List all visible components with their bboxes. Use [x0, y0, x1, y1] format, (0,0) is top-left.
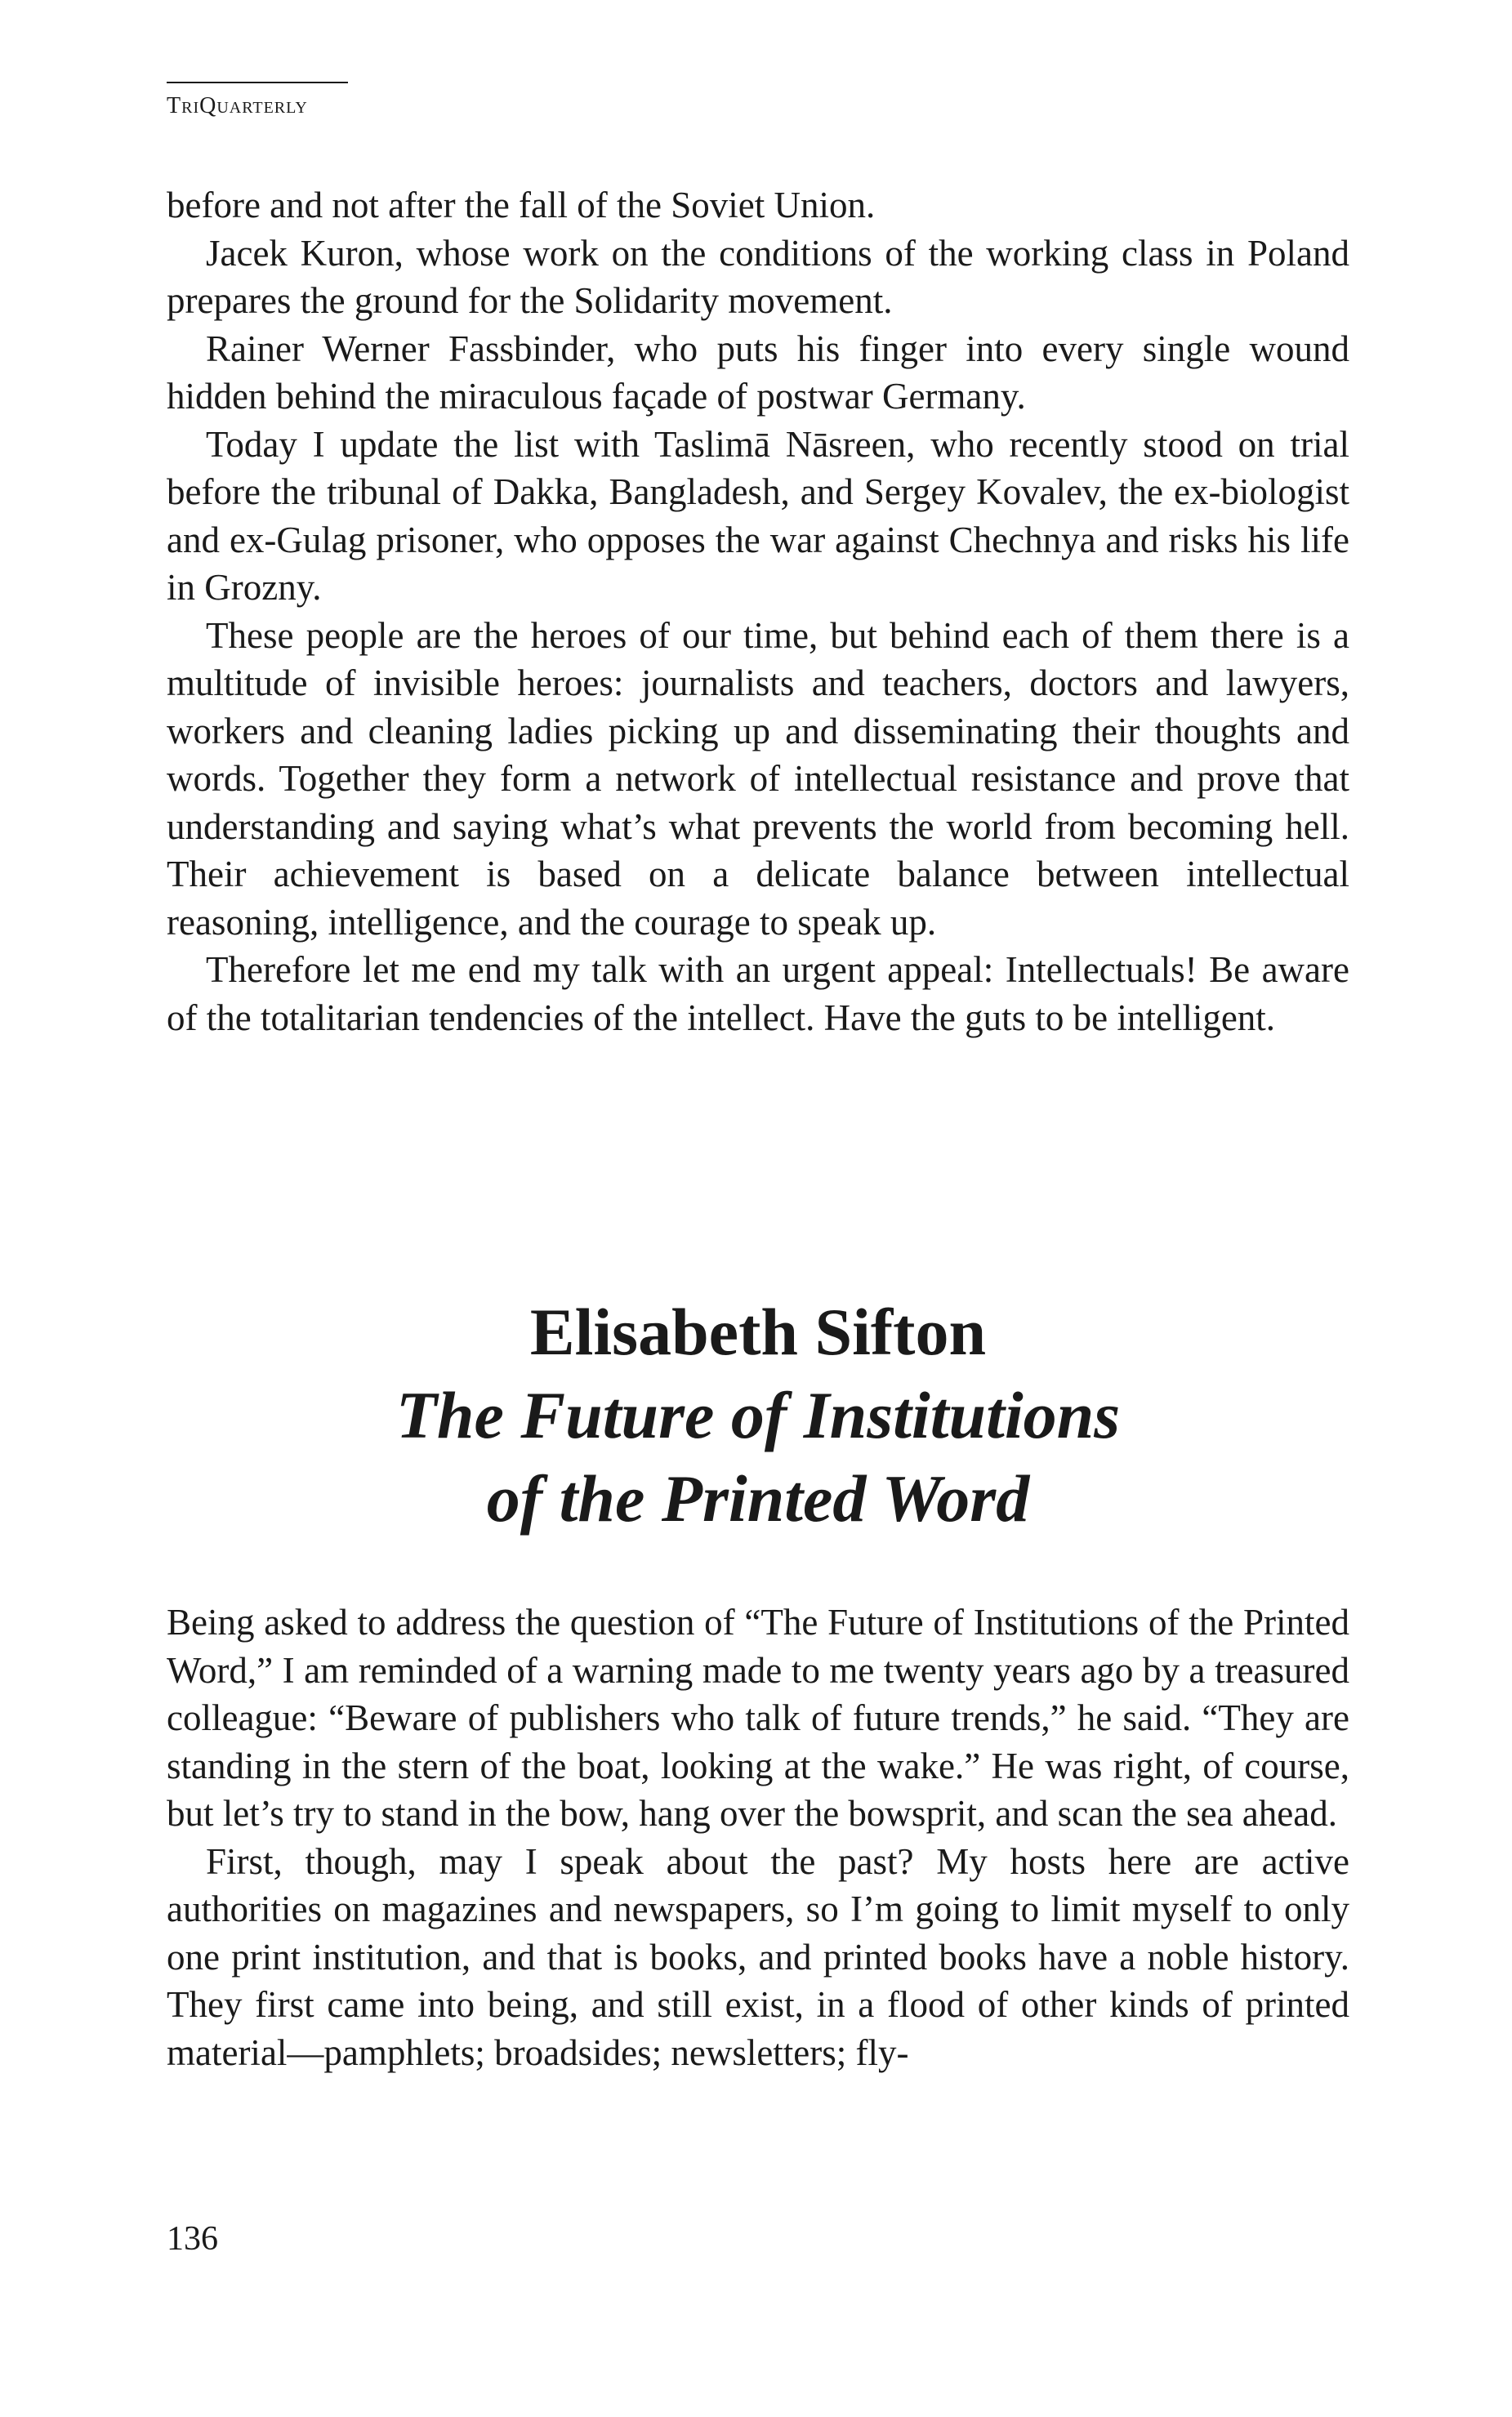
article-title-line-2: of the Printed Word: [486, 1461, 1030, 1536]
paragraph: Today I update the list with Taslimā Nāsreen, who recently stood on trial before the tribunal of Dakka, Bangladesh, and Sergey Kovalev, the ex-biologist and ex-Gulag prisoner, who opposes the war against Chechnya and risks his life in Grozny.: [167, 423, 1349, 608]
paragraph: Jacek Kuron, whose work on the conditions of the working class in Poland prepares the ground for the Solidarity movement.: [167, 232, 1349, 321]
running-head-rule: [167, 82, 348, 83]
paragraph: before and not after the fall of the Soviet Union.: [167, 185, 876, 225]
article-title-line-1: The Future of Institutions: [395, 1378, 1121, 1452]
page-number: 136: [167, 2220, 218, 2258]
running-head: [167, 82, 1359, 118]
paragraph: Therefore let me end my talk with an urgent appeal: Intellectuals! Be aware of the totalitarian tendencies of the intellect. Have the guts to be intelligent.: [167, 949, 1349, 1038]
article-heading: [167, 1291, 1349, 1541]
journal-title: TriQuarterly: [167, 93, 308, 118]
paragraph: These people are the heroes of our time, but behind each of them there is a multitude of invisible heroes: journalists and teachers, doctors and lawyers, workers and cleaning ladies picking up and disseminating their thoughts and words. Together they form a network of intellectual resistance and prove that understanding and saying what’s what prevents the world from becoming hell. Their achievement is based on a delicate balance between intellectual reasoning, intelligence, and the courage to speak up.: [167, 614, 1349, 943]
continued-text: [167, 181, 1349, 1041]
paragraph: Being asked to address the question of “The Future of Institutions of the Printed Word,” I am reminded of a warning made to me twenty years ago by a treasured colleague: “Beware of publishers who talk of future trends,” he said. “They are standing in the stern of the boat, looking at the wake.” He was right, of course, but let’s try to stand in the bow, hang over the bowsprit, and scan the sea ahead.: [167, 1602, 1349, 1834]
article-body: [167, 1599, 1349, 2076]
article-author: Elisabeth Sifton: [529, 1295, 987, 1369]
paragraph: First, though, may I speak about the past? My hosts here are active authorities on magazines and newspapers, so I’m going to limit myself to only one print institution, and that is books, and printed books have a noble history. They first came into being, and still exist, in a flood of other kinds of printed material—pamphlets; broadsides; newsletters; fly-: [167, 1840, 1349, 2073]
paragraph: Rainer Werner Fassbinder, who puts his finger into every single wound hidden behind the miraculous façade of postwar Germany.: [167, 328, 1349, 417]
